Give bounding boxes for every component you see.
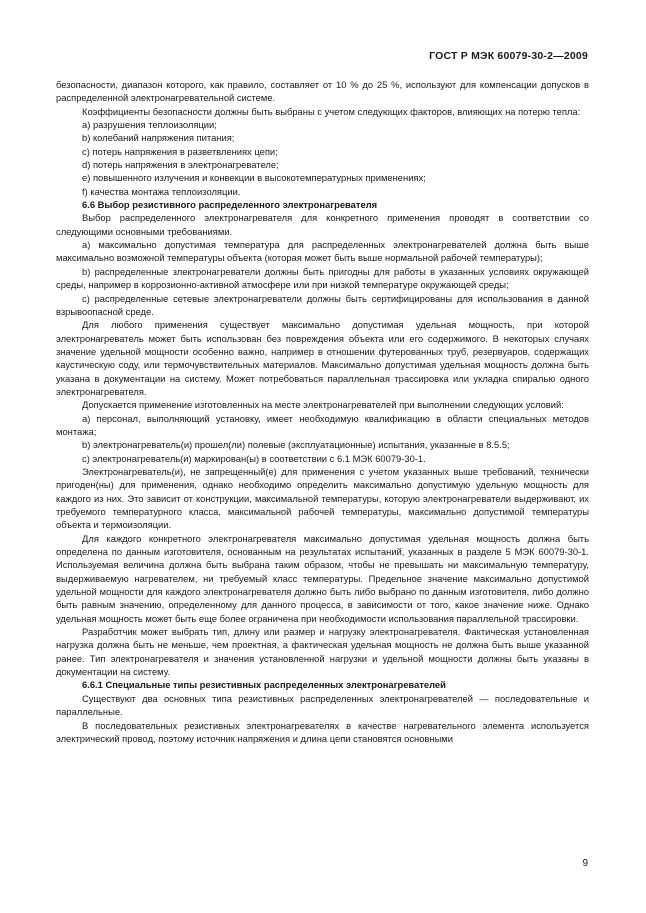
paragraph: Существуют два основных типа резистивных распределенных электронагревателей — последовательные и параллельные. <box>56 692 589 718</box>
paragraph: В последовательных резистивных электронагревателях в качестве нагревательного элемента используется электрический провод, поэтому источник напряжения и длина цепи становятся основными <box>56 719 589 744</box>
paragraph: Электронагреватель(и), не запрещенный(е) для применения с учетом указанных выше требований, технически пригоден(ны) для применения, однако необходимо определить максимально допустимую удельную мощность для каждого из них. Это зависит от конструкции, максимальной температуры, которую электронагреватели выдерживают, их требуемого температурного класса, максимальной рабочей температуры, максимально допустимой температуры объекта и термоизоляции. <box>56 465 589 531</box>
paragraph: b) распределенные злектронагреватели должны быть пригодны для работы в указанных условиях окружающей среды, например в коррозионно-активной атмосфере или при низкой температуре окружающей среды; <box>56 265 589 291</box>
paragraph: Для любого применения существует максимально допустимая удельная мощность, при которой электронагреватель может быть использован без повреждения объекта или его содержимого. В некоторых случаях значение удельной мощности особенно важно, например в отношении футерованных труб, резервуаров, содержащих каустическую соду, или термочувствительных материалов. Максимально допустимая удельная мощность должна быть указана в документации на систему. Может потребоваться параллельная трассировка или укладка спиралью одного электронагревателя. <box>56 319 589 397</box>
section-heading: 6.6.1 Специальные типы резистивных распределенных электронагревателей <box>82 679 446 691</box>
page-header: ГОСТ Р МЭК 60079-30-2—2009 <box>429 50 588 62</box>
paragraph: b) колебаний напряжения питания; <box>82 132 235 144</box>
paragraph: c) потерь напряжения в разветвлениях цепи; <box>82 145 278 157</box>
paragraph: d) потерь напряжения в электронагревателе; <box>82 159 279 171</box>
paragraph: a) максимально допустимая температура для распределенных электронагревателей должна быть выше максимально возможной температуры объекта (которая может быть выше нормальной рабочей температуры); <box>56 239 589 264</box>
paragraph: e) повышенного излучения и конвекции в высокотемпературных применениях; <box>82 172 426 184</box>
paragraph: Коэффициенты безопасности должны быть выбраны с учетом следующих факторов, влияющих на потерю тепла: <box>82 105 581 117</box>
paragraph: c) распределенные сетевые электронагреватели должны быть сертифицированы для использования в данной взрывоопасной среде. <box>56 292 589 317</box>
document-body <box>56 78 589 745</box>
paragraph: Для каждого конкретного электронагревателя максимально допустимая удельная мощность должна быть определена по данным изготовителя, основанным на результатах испытаний, указанных в разделе 5 МЭК 60079-30-1. Используемая величина должна быть выбрана таким образом, чтобы не превышать ни максимальную температуру, выдерживаемую нагревателем, ни требуемый класс температуры. Предельное значение максимально допустимой удельной мощности для каждого электронагревателя должно быть либо выбрано по данным изготовителя, либо должно быть равным значению, определенному для данного процесса, в зависимости от того, какое значение ниже. Однако удельная мощность может быть еще более ограничена при необходимости использования параллельной трассировки. <box>56 532 589 624</box>
paragraph: b) электронагреватель(и) прошел(ли) полевые (эксплуатационные) испытания, указанные в 8.5.5; <box>82 439 510 451</box>
paragraph: Разработчик может выбрать тип, длину или размер и нагрузку электронагревателя. Фактическая установленная нагрузка должна быть не меньше, чем проектная, а фактическая удельная мощность не должна быть выше указанной ранее. Тип электронагревателя и значения установленной нагрузки и удельной мощности должны быть указаны в документации на систему. <box>56 626 589 678</box>
paragraph: f) качества монтажа теплоизоляции. <box>82 185 241 197</box>
paragraph: c) электронагреватель(и) маркирован(ы) в соответствии с 6.1 МЭК 60079-30-1. <box>82 452 426 464</box>
paragraph: a) разрушения теплоизоляции; <box>82 119 217 131</box>
paragraph: Допускается применение изготовленных на месте электронагревателей при выполнении следующих условий: <box>82 399 564 411</box>
page-number: 9 <box>582 858 588 869</box>
paragraph: a) персонал, выполняющий установку, имеет необходимую квалификацию в области специальных методов монтажа; <box>56 412 589 437</box>
paragraph: безопасности, диапазон которого, как правило, составляет от 10 % до 25 %, используют для компенсации допусков в распределенной электронагревательной системе. <box>56 79 589 104</box>
paragraph: Выбор распределенного электронагревателя для конкретного применения проводят в соответствии со следующими основными требованиями. <box>56 212 589 237</box>
section-heading: 6.6 Выбор резистивного распределенного электронагревателя <box>82 199 378 211</box>
